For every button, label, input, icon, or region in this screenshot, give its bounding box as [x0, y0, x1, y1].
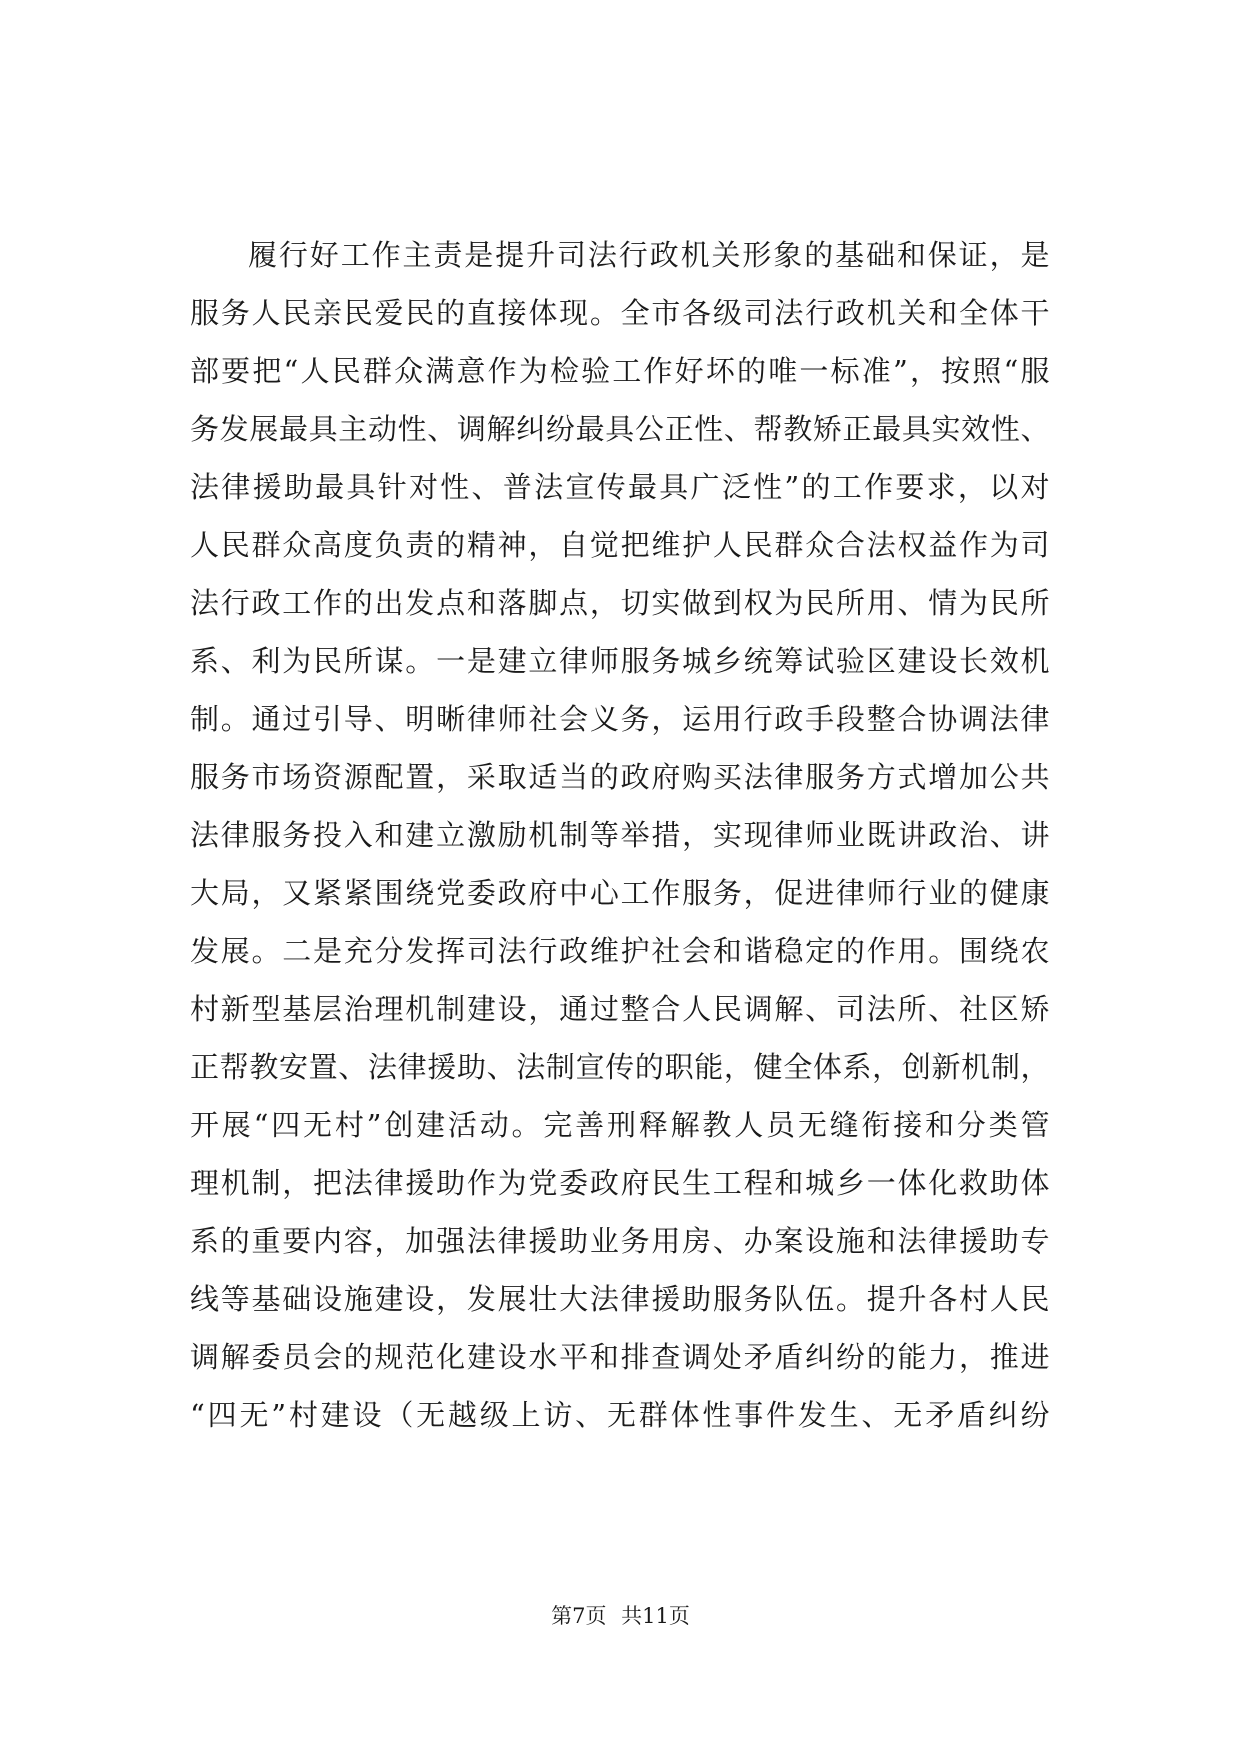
- text-line: 正帮教安置、法律援助、法制宣传的职能，健全体系，创新机制，: [190, 1050, 1050, 1084]
- text-line: 系的重要内容，加强法律援助业务用房、办案设施和法律援助专: [190, 1224, 1050, 1258]
- text-line: 法律援助最具针对性、普法宣传最具广泛性”的工作要求，以对: [190, 470, 1050, 504]
- page-total: 共11页: [621, 1604, 690, 1628]
- body-paragraph: [190, 226, 1050, 1444]
- text-line: 服务市场资源配置，采取适当的政府购买法律服务方式增加公共: [190, 760, 1050, 794]
- text-line: 法律服务投入和建立激励机制等举措，实现律师业既讲政治、讲: [190, 818, 1050, 852]
- text-line: “四无”村建设（无越级上访、无群体性事件发生、无矛盾纠纷: [190, 1398, 1050, 1432]
- text-line: 部要把“人民群众满意作为检验工作好坏的唯一标准”，按照“服: [190, 354, 1050, 388]
- text-line: 务发展最具主动性、调解纠纷最具公正性、帮教矫正最具实效性、: [190, 412, 1050, 446]
- text-line: 村新型基层治理机制建设，通过整合人民调解、司法所、社区矫: [190, 992, 1050, 1026]
- text-line: 大局，又紧紧围绕党委政府中心工作服务，促进律师行业的健康: [190, 876, 1050, 910]
- text-line: 制。通过引导、明晰律师社会义务，运用行政手段整合协调法律: [190, 702, 1050, 736]
- text-line: 线等基础设施建设，发展壮大法律援助服务队伍。提升各村人民: [190, 1282, 1050, 1316]
- text-line: 发展。二是充分发挥司法行政维护社会和谐稳定的作用。围绕农: [190, 934, 1050, 968]
- text-line: 服务人民亲民爱民的直接体现。全市各级司法行政机关和全体干: [190, 296, 1050, 330]
- text-line: 理机制，把法律援助作为党委政府民生工程和城乡一体化救助体: [190, 1166, 1050, 1200]
- text-line: 开展“四无村”创建活动。完善刑释解教人员无缝衔接和分类管: [190, 1108, 1050, 1142]
- page-footer: [0, 1600, 1241, 1630]
- text-line: 人民群众高度负责的精神，自觉把维护人民群众合法权益作为司: [190, 528, 1050, 562]
- page-number: 第7页: [551, 1604, 607, 1628]
- text-line: 法行政工作的出发点和落脚点，切实做到权为民所用、情为民所: [190, 586, 1050, 620]
- text-line: 系、利为民所谋。一是建立律师服务城乡统筹试验区建设长效机: [190, 644, 1050, 678]
- text-line: 履行好工作主责是提升司法行政机关形象的基础和保证，是: [248, 238, 1050, 272]
- text-line: 调解委员会的规范化建设水平和排查调处矛盾纠纷的能力，推进: [190, 1340, 1050, 1374]
